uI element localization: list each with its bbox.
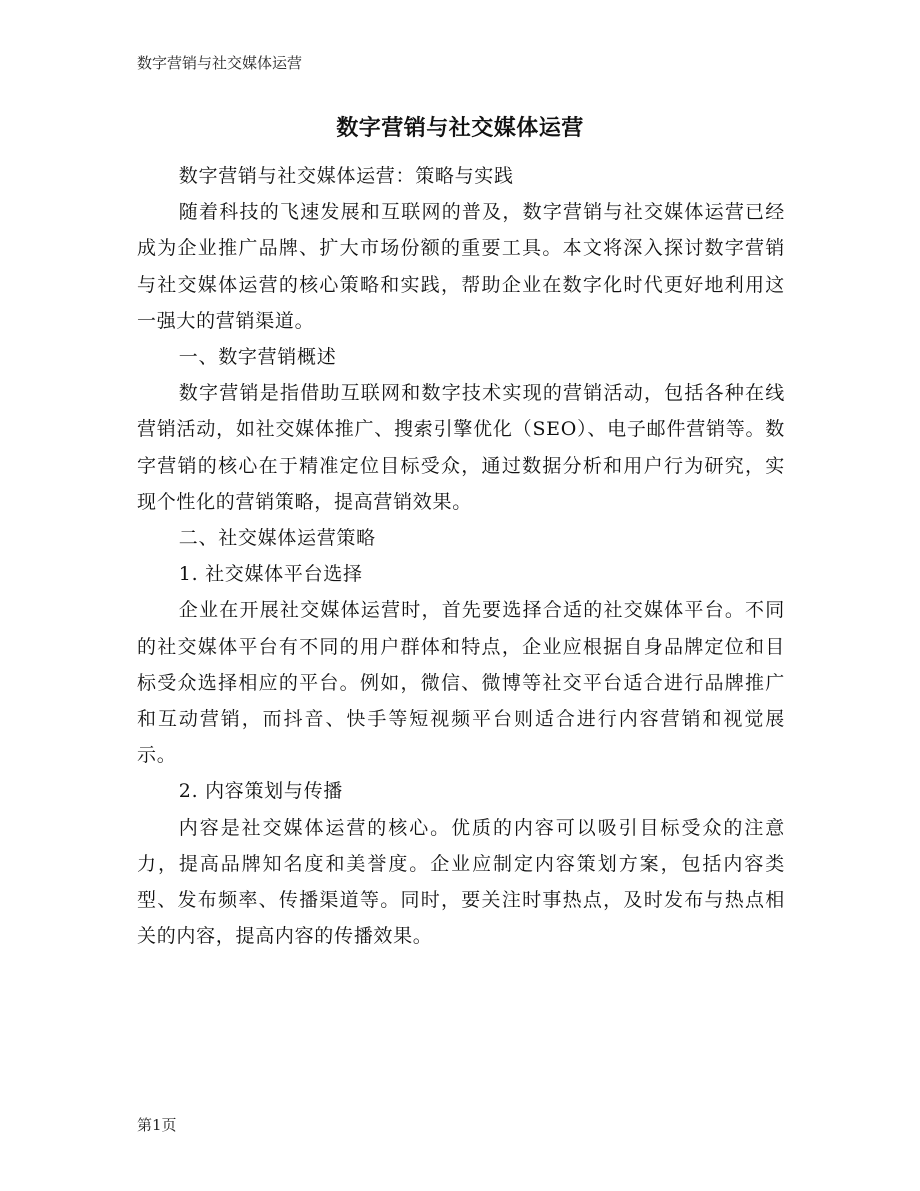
overview-paragraph: 数字营销是指借助互联网和数字技术实现的营销活动，包括各种在线营销活动，如社交媒体推广、搜索引擎优化（SEO）、电子邮件营销等。数字营销的核心在于精准定位目标受众，通过数据分析和用户行为研究，实现个性化的营销策略，提高营销效果。	[137, 382, 785, 513]
document-title: 数字营销与社交媒体运营	[336, 115, 584, 141]
platform-selection-paragraph: 企业在开展社交媒体运营时，首先要选择合适的社交媒体平台。不同的社交媒体平台有不同的用户群体和特点，企业应根据自身品牌定位和目标受众选择相应的平台。例如，微信、微博等社交平台适合进行品牌推广和互动营销，而抖音、快手等短视频平台则适合进行内容营销和视觉展示。	[137, 599, 785, 767]
subtitle-paragraph: 数字营销与社交媒体运营：策略与实践	[178, 165, 514, 187]
content-planning-paragraph: 内容是社交媒体运营的核心。优质的内容可以吸引目标受众的注意力，提高品牌知名度和美誉度。企业应制定内容策划方案，包括内容类型、发布频率、传播渠道等。同时，要关注时事热点，及时发布与热点相关的内容，提高内容的传播效果。	[137, 816, 785, 948]
page-number: 第1页	[137, 1116, 177, 1134]
section-heading-overview: 一、数字营销概述	[178, 346, 337, 369]
section-heading-strategy: 二、社交媒体运营策略	[178, 527, 376, 550]
header-rule	[137, 84, 783, 85]
subheading-content-planning: 2. 内容策划与传播	[178, 780, 343, 803]
document-body	[137, 158, 785, 954]
intro-paragraph: 随着科技的飞速发展和互联网的普及，数字营销与社交媒体运营已经成为企业推广品牌、扩大市场份额的重要工具。本文将深入探讨数字营销与社交媒体运营的核心策略和实践，帮助企业在数字化时代更好地利用这一强大的营销渠道。	[137, 201, 785, 332]
subheading-platform-selection: 1. 社交媒体平台选择	[178, 563, 363, 586]
running-header: 数字营销与社交媒体运营	[137, 54, 303, 72]
